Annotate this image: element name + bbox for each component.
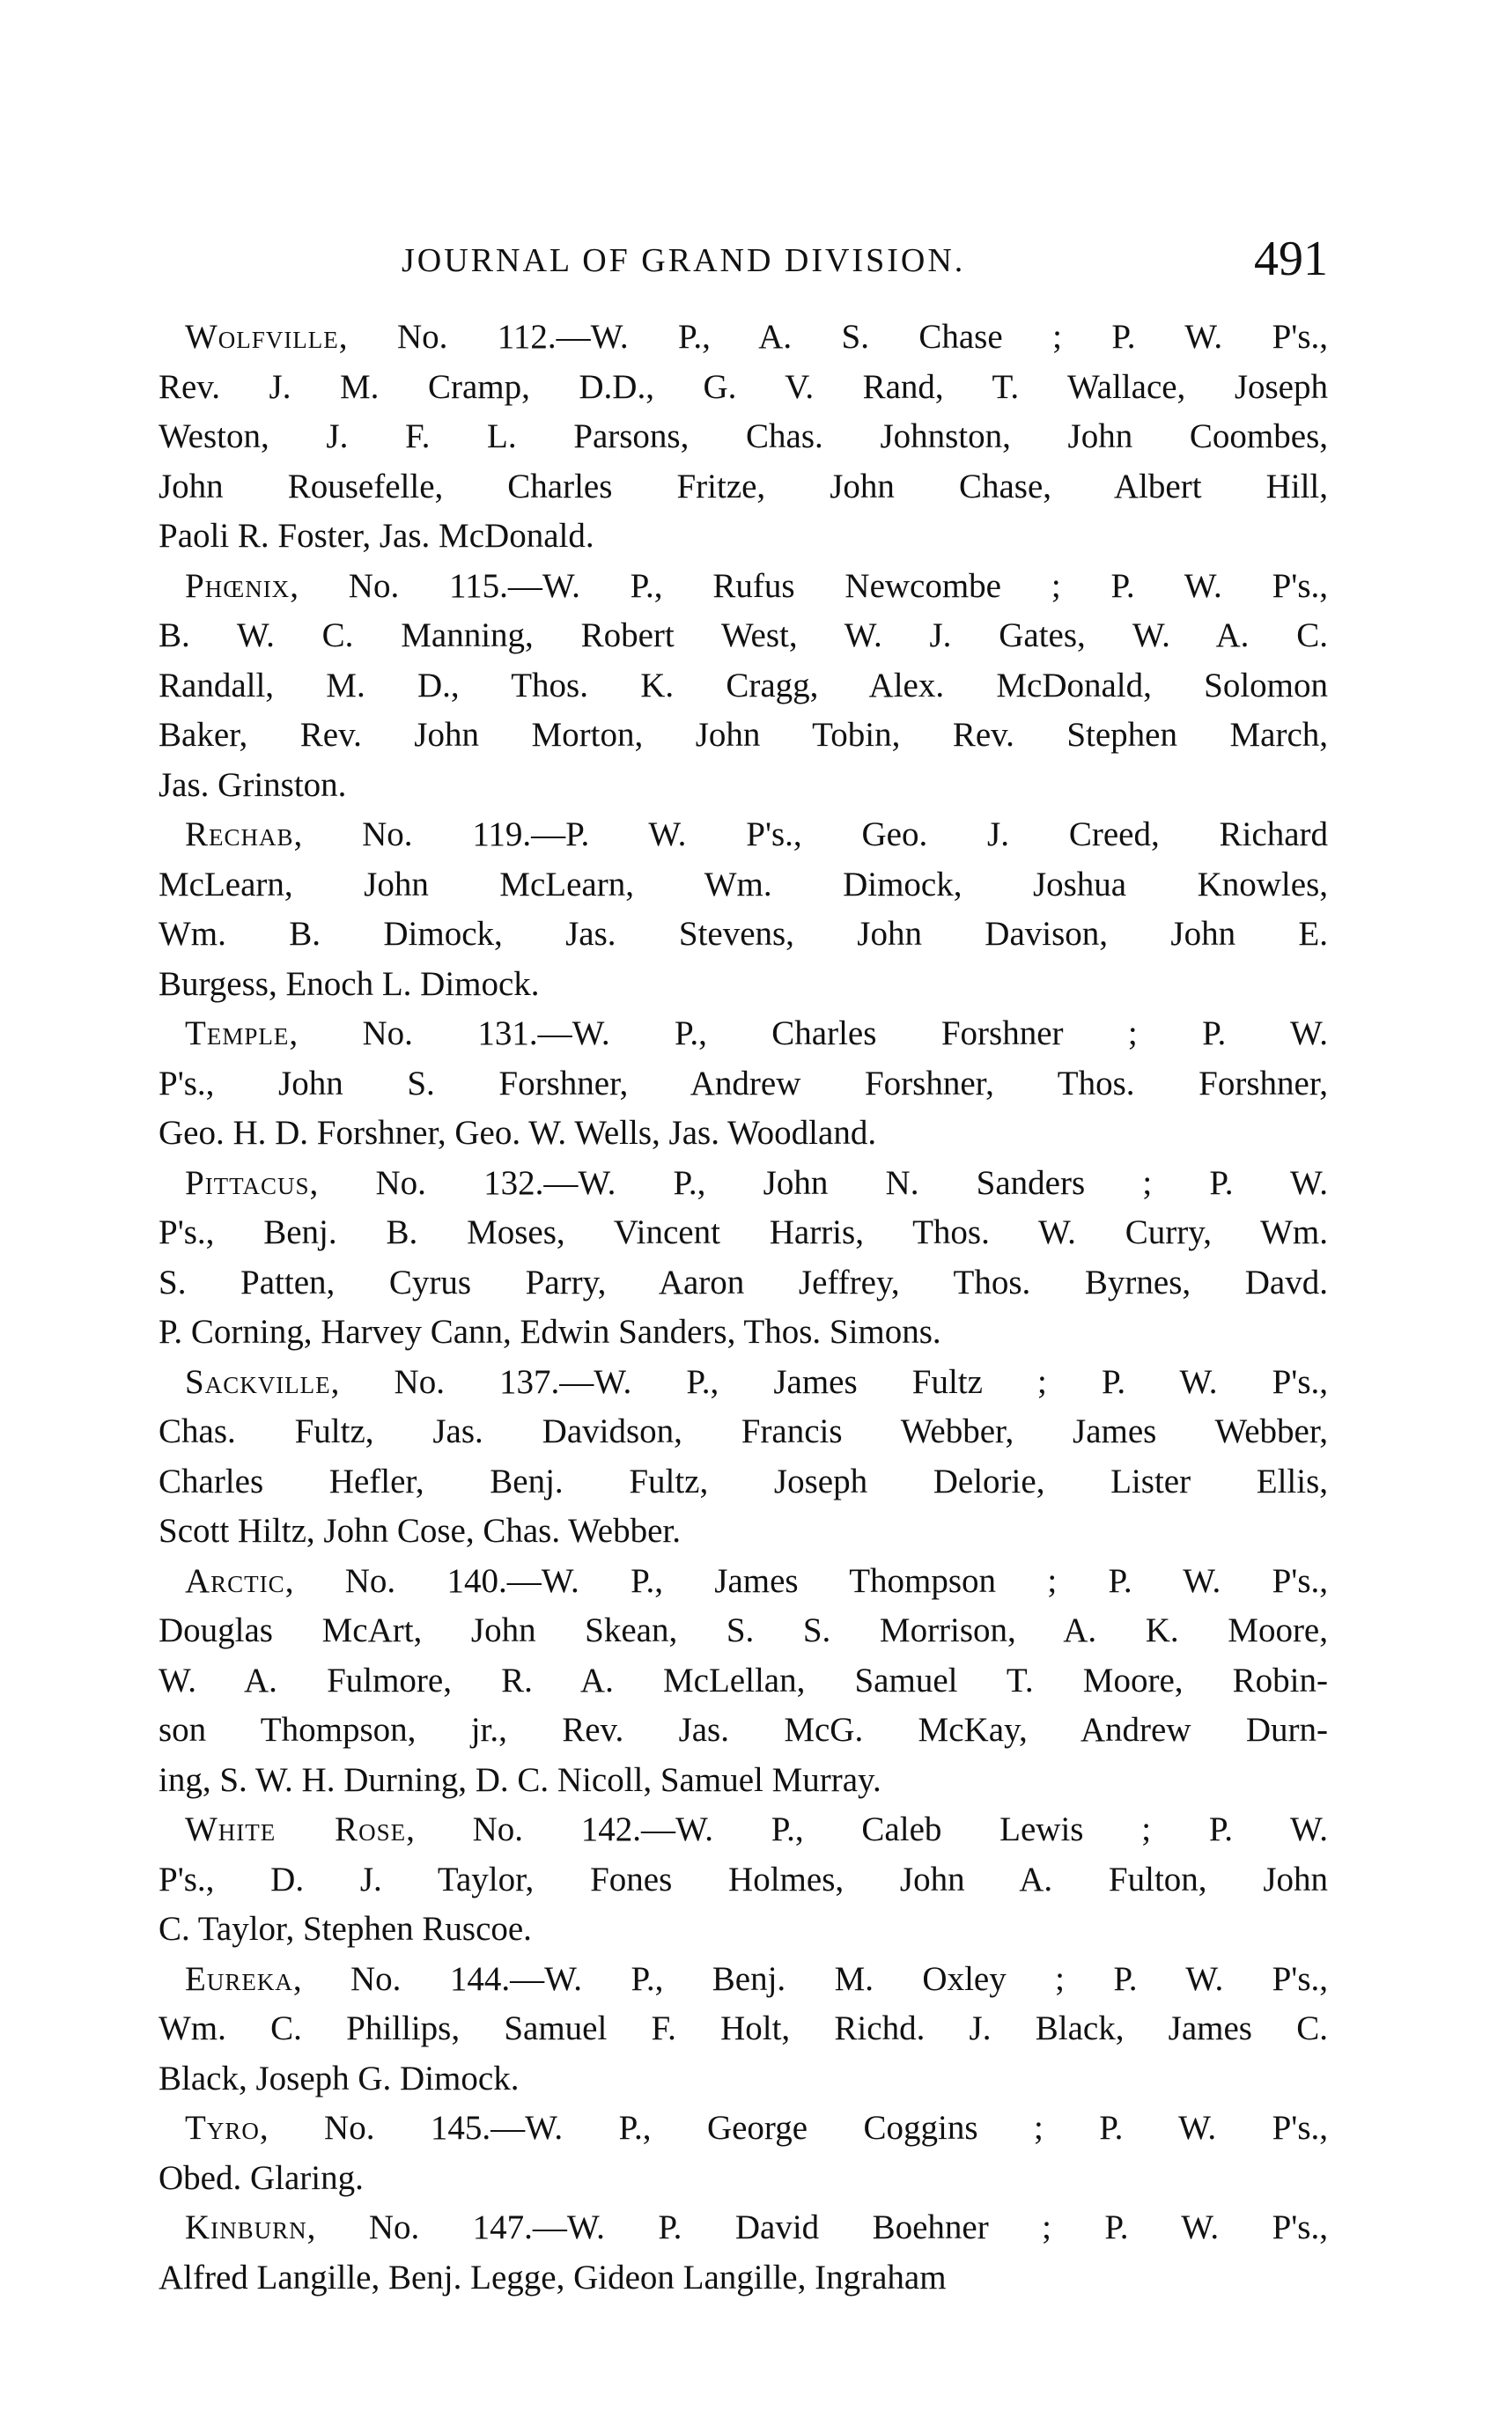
entry-line: Alfred Langille, Benj. Legge, Gideon Langille, Ingraham: [159, 2258, 947, 2296]
entry-line: Baker, Rev. John Morton, John Tobin, Rev. Stephen March,: [159, 716, 1328, 754]
entry-line: McLearn, John McLearn, Wm. Dimock, Joshua Knowles,: [159, 865, 1328, 903]
entry-line: P. Corning, Harvey Cann, Edwin Sanders, Thos. Simons.: [159, 1313, 941, 1351]
entry-line: C. Taylor, Stephen Ruscoe.: [159, 1910, 532, 1948]
division-name: Kinburn: [185, 2208, 307, 2246]
entry-line: Arctic, No. 140.—W. P., James Thompson ; P. W. P's.,: [185, 1561, 1328, 1600]
entry-line: Weston, J. F. L. Parsons, Chas. Johnston, John Coombes,: [159, 417, 1328, 455]
entry-line: P's., John S. Forshner, Andrew Forshner, Thos. Forshner,: [159, 1064, 1328, 1102]
division-entry: [159, 1955, 1328, 2105]
division-entry: [159, 1805, 1328, 1955]
entry-line: Geo. H. D. Forshner, Geo. W. Wells, Jas. Woodland.: [159, 1114, 877, 1152]
division-name: Pittacus: [185, 1163, 310, 1202]
entry-line: Tyro, No. 145.—W. P., George Coggins ; P. W. P's.,: [185, 2109, 1328, 2147]
running-head: JOURNAL OF GRAND DIVISION.: [402, 242, 966, 279]
division-name: Arctic: [185, 1561, 285, 1600]
page-header: [159, 231, 1328, 292]
division-entry: [159, 1557, 1328, 1806]
entry-line: Chas. Fultz, Jas. Davidson, Francis Webber, James Webber,: [159, 1412, 1328, 1450]
entry-line: Pittacus, No. 132.—W. P., John N. Sanders ; P. W.: [185, 1163, 1328, 1202]
entry-line: Obed. Glaring.: [159, 2158, 364, 2197]
division-name: White Rose: [185, 1810, 407, 1848]
page-number: 491: [1254, 232, 1328, 286]
entry-line: Eureka, No. 144.—W. P., Benj. M. Oxley ; P. W. P's.,: [185, 1959, 1328, 1998]
entry-line: White Rose, No. 142.—W. P., Caleb Lewis ; P. W.: [185, 1810, 1328, 1848]
division-name: Eureka: [185, 1959, 293, 1998]
entry-line: Charles Hefler, Benj. Fultz, Joseph Delorie, Lister Ellis,: [159, 1462, 1328, 1500]
entry-line: B. W. C. Manning, Robert West, W. J. Gates, W. A. C.: [159, 616, 1328, 654]
entry-line: Temple, No. 131.—W. P., Charles Forshner ; P. W.: [185, 1014, 1328, 1052]
division-entry: [159, 810, 1328, 1009]
entry-line: son Thompson, jr., Rev. Jas. McG. McKay, Andrew Durn-: [159, 1711, 1328, 1749]
entry-line: Wm. B. Dimock, Jas. Stevens, John Davison, John E.: [159, 915, 1328, 953]
entry-line: Wolfville, No. 112.—W. P., A. S. Chase ; P. W. P's.,: [185, 318, 1328, 356]
entry-line: Sackville, No. 137.—W. P., James Fultz ; P. W. P's.,: [185, 1362, 1328, 1401]
entry-line: Rev. J. M. Cramp, D.D., G. V. Rand, T. Wallace, Joseph: [159, 367, 1328, 406]
division-name: Rechab: [185, 815, 294, 853]
division-entry: [159, 2203, 1328, 2303]
division-entry: [159, 1009, 1328, 1159]
division-entry: [159, 313, 1328, 562]
division-name: Tyro: [185, 2109, 260, 2147]
entry-line: Black, Joseph G. Dimock.: [159, 2059, 520, 2097]
division-name: Wolfville: [185, 318, 339, 356]
entry-line: P's., Benj. B. Moses, Vincent Harris, Thos. W. Curry, Wm.: [159, 1213, 1328, 1251]
entry-line: Burgess, Enoch L. Dimock.: [159, 964, 540, 1003]
entry-line: S. Patten, Cyrus Parry, Aaron Jeffrey, Thos. Byrnes, Davd.: [159, 1263, 1328, 1301]
entry-line: Douglas McArt, John Skean, S. S. Morrison, A. K. Moore,: [159, 1611, 1328, 1649]
entry-line: Scott Hiltz, John Cose, Chas. Webber.: [159, 1512, 682, 1550]
division-entry: [159, 1358, 1328, 1557]
division-list: [159, 313, 1328, 2303]
division-name: Sackville: [185, 1362, 331, 1401]
entry-line: Phœnix, No. 115.—W. P., Rufus Newcombe ; P. W. P's.,: [185, 566, 1328, 605]
division-entry: [159, 2104, 1328, 2203]
division-entry: [159, 1159, 1328, 1358]
entry-line: W. A. Fulmore, R. A. McLellan, Samuel T. Moore, Robin-: [159, 1661, 1328, 1699]
entry-line: Randall, M. D., Thos. K. Cragg, Alex. McDonald, Solomon: [159, 666, 1328, 704]
division-entry: [159, 562, 1328, 811]
division-name: Temple: [185, 1014, 290, 1052]
entry-line: Jas. Grinston.: [159, 765, 347, 804]
entry-line: John Rousefelle, Charles Fritze, John Chase, Albert Hill,: [159, 467, 1328, 505]
entry-line: Kinburn, No. 147.—W. P. David Boehner ; P. W. P's.,: [185, 2208, 1328, 2246]
entry-line: Rechab, No. 119.—P. W. P's., Geo. J. Creed, Richard: [185, 815, 1328, 853]
entry-line: Paoli R. Foster, Jas. McDonald.: [159, 517, 594, 555]
division-name: Phœnix: [185, 566, 291, 605]
entry-line: P's., D. J. Taylor, Fones Holmes, John A. Fulton, John: [159, 1860, 1328, 1898]
entry-line: Wm. C. Phillips, Samuel F. Holt, Richd. J. Black, James C.: [159, 2009, 1328, 2047]
entry-line: ing, S. W. H. Durning, D. C. Nicoll, Samuel Murray.: [159, 1760, 881, 1799]
